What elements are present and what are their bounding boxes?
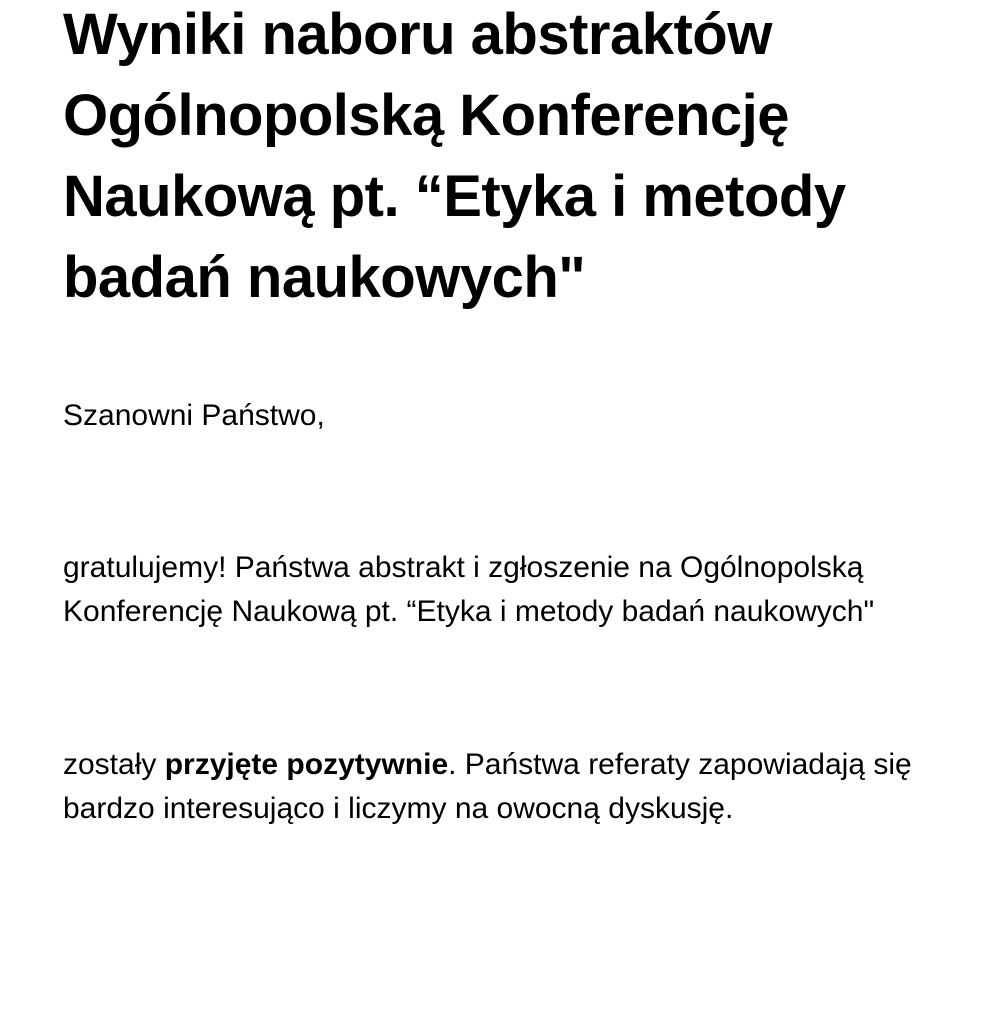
email-body <box>63 0 963 831</box>
acceptance-prefix: zostały <box>63 748 165 781</box>
greeting-text: Szanowni Państwo, <box>63 399 325 432</box>
acceptance-emphasis: przyjęte pozytywnie <box>164 748 449 781</box>
acceptance-suffix: . Państwa referaty zapowiadają się bardzo interesująco i liczymy na owocną dyskusję. <box>63 748 912 825</box>
page-title: Wyniki naboru abstraktów Ogólnopolską Konferencję Naukową pt. “Etyka i metody badań naukowych" <box>63 2 846 310</box>
acceptance-paragraph <box>63 743 963 831</box>
congratulations-paragraph: gratulujemy! Państwa abstrakt i zgłoszenie na Ogólnopolską Konferencję Naukową pt. “Etyka i metody badań naukowych" <box>63 551 875 628</box>
